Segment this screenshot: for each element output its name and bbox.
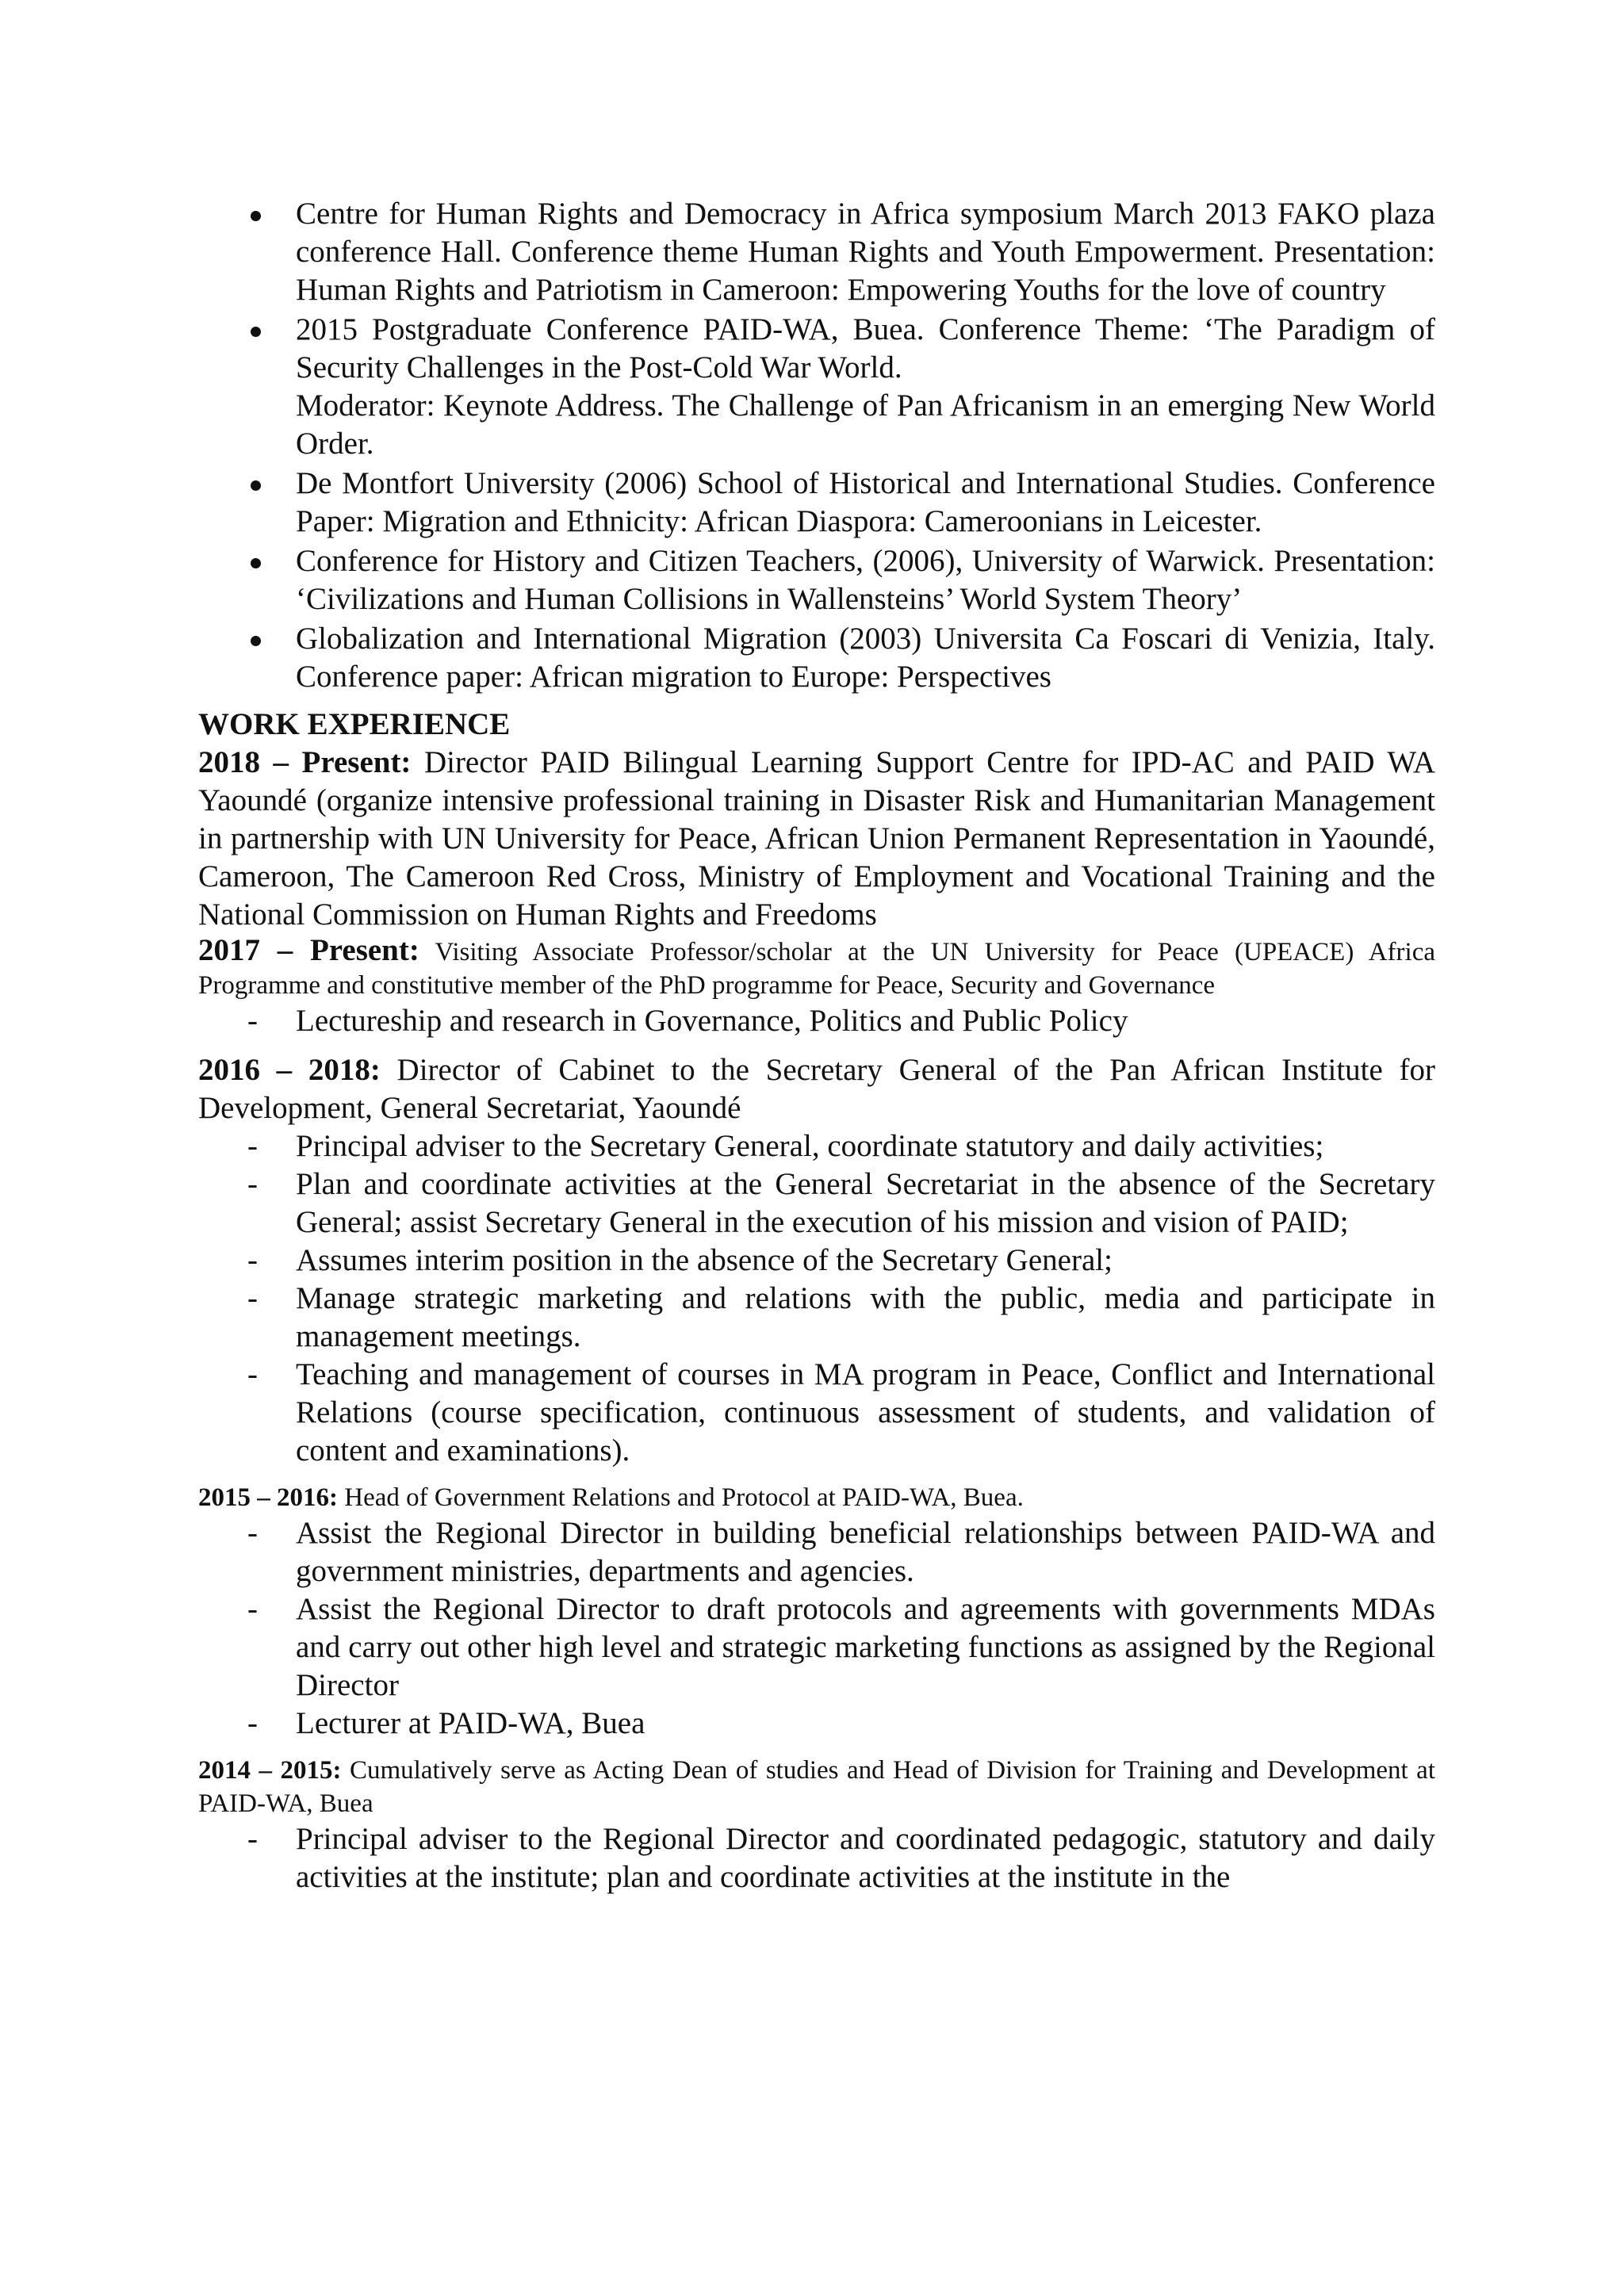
duty-list bbox=[198, 1514, 1435, 1743]
cv-page bbox=[198, 195, 1435, 1896]
job-period: 2014 – 2015: bbox=[198, 1756, 342, 1785]
conference-text: 2015 Postgraduate Conference PAID-WA, Buea. Conference Theme: ‘The Paradigm of Security Challenges in the Post-Cold War World. bbox=[296, 312, 1435, 385]
duty-list bbox=[198, 1002, 1435, 1040]
duty-list bbox=[198, 1820, 1435, 1896]
duty-text: Plan and coordinate activities at the General Secretariat in the absence of the Secretary General; assist Secretary General in the execution of his mission and vision of PAID; bbox=[296, 1167, 1435, 1239]
list-item bbox=[198, 1514, 1435, 1590]
list-item bbox=[198, 1280, 1435, 1356]
bullet-icon bbox=[251, 480, 261, 491]
list-item bbox=[198, 1127, 1435, 1165]
list-item bbox=[198, 1242, 1435, 1280]
duty-text: Lectureship and research in Governance, Politics and Public Policy bbox=[296, 1004, 1128, 1038]
bullet-icon bbox=[251, 636, 261, 646]
list-item bbox=[198, 465, 1435, 541]
work-experience-heading: WORK EXPERIENCE bbox=[198, 707, 511, 741]
duty-text: Lecturer at PAID-WA, Buea bbox=[296, 1706, 645, 1740]
job-entry bbox=[198, 1051, 1435, 1127]
bullet-icon bbox=[251, 558, 261, 568]
dash-icon: - bbox=[247, 1357, 258, 1391]
list-item bbox=[198, 311, 1435, 463]
duty-text: Assist the Regional Director to draft protocols and agreements with governments MDAs and carry out other high level and strategic marketing functions as assigned by the Regional Director bbox=[296, 1592, 1435, 1702]
conference-moderator: Moderator: Keynote Address. The Challenge of Pan Africanism in an emerging New World Order. bbox=[296, 388, 1435, 461]
conference-text: Conference for History and Citizen Teachers, (2006), University of Warwick. Presentation: ‘Civilizations and Human Collisions in Wallensteins’ World System Theory’ bbox=[296, 544, 1435, 616]
conference-text: Centre for Human Rights and Democracy in Africa symposium March 2013 FAKO plaza conference Hall. Conference theme Human Rights and Youth Empowerment. Presentation: Human Rights and Patriotism in Cameroon: Empowering Youths for the love of country bbox=[296, 197, 1435, 307]
duty-text: Assist the Regional Director in building beneficial relationships between PAID-WA and government ministries, departments and agencies. bbox=[296, 1516, 1435, 1588]
job-description: Director PAID Bilingual Learning Support Centre for IPD-AC and PAID WA Yaoundé (organize intensive professional training in Disaster Risk and Humanitarian Management in partnership with UN University for Peace, African Union Permanent Representation in Yaoundé, Cameroon, The Cameroon Red Cross, Ministry of Employment and Vocational Training and the National Commission on Human Rights and Freedoms bbox=[198, 745, 1436, 932]
job-description: Visiting Associate Professor/scholar at the UN University for Peace (UPEACE) Africa Programme and constitutive member of the PhD programme for Peace, Security and Governance bbox=[198, 938, 1435, 1000]
list-item bbox=[198, 1002, 1435, 1040]
job-period: 2018 – Present: bbox=[198, 745, 412, 779]
list-item bbox=[198, 1590, 1435, 1705]
dash-icon: - bbox=[247, 1129, 258, 1163]
dash-icon: - bbox=[247, 1822, 258, 1856]
job-period: 2017 – Present: bbox=[198, 933, 419, 967]
list-item bbox=[198, 1820, 1435, 1896]
list-item bbox=[198, 542, 1435, 618]
dash-icon: - bbox=[247, 1243, 258, 1277]
list-item bbox=[198, 620, 1435, 696]
job-entry bbox=[198, 1481, 1435, 1514]
list-item bbox=[198, 195, 1435, 309]
duty-text: Manage strategic marketing and relations with the public, media and participate in management meetings. bbox=[296, 1281, 1435, 1353]
job-description: Director of Cabinet to the Secretary General of the Pan African Institute for Development, General Secretariat, Yaoundé bbox=[198, 1053, 1435, 1125]
job-entry bbox=[198, 744, 1435, 934]
bullet-icon bbox=[251, 211, 261, 221]
bullet-icon bbox=[251, 327, 261, 337]
list-item bbox=[198, 1165, 1435, 1242]
job-period: 2016 – 2018: bbox=[198, 1053, 381, 1087]
conference-text: De Montfort University (2006) School of Historical and International Studies. Conference Paper: Migration and Ethnicity: African Diaspora: Cameroonians in Leicester. bbox=[296, 466, 1435, 538]
conference-text: Globalization and International Migration (2003) Universita Ca Foscari di Venizia, Italy. Conference paper: African migration to Europe: Perspectives bbox=[296, 622, 1435, 694]
duty-text: Principal adviser to the Secretary General, coordinate statutory and daily activities; bbox=[296, 1129, 1324, 1163]
job-entry bbox=[198, 1754, 1435, 1820]
job-entry bbox=[198, 934, 1435, 1002]
duty-text: Principal adviser to the Regional Director and coordinated pedagogic, statutory and daily activities at the institute; plan and coordinate activities at the institute in the bbox=[296, 1822, 1435, 1894]
duty-list bbox=[198, 1127, 1435, 1470]
job-description: Cumulatively serve as Acting Dean of studies and Head of Division for Training and Development at PAID-WA, Buea bbox=[198, 1756, 1435, 1818]
dash-icon: - bbox=[247, 1516, 258, 1550]
dash-icon: - bbox=[247, 1281, 258, 1315]
dash-icon: - bbox=[247, 1592, 258, 1626]
job-description: Head of Government Relations and Protocol at PAID-WA, Buea. bbox=[344, 1483, 1024, 1512]
duty-text: Teaching and management of courses in MA program in Peace, Conflict and International Relations (course specification, continuous assessment of students, and validation of content and examinations). bbox=[296, 1357, 1435, 1468]
dash-icon: - bbox=[247, 1706, 258, 1740]
list-item bbox=[198, 1356, 1435, 1470]
dash-icon: - bbox=[247, 1167, 258, 1201]
conference-list bbox=[198, 195, 1435, 696]
dash-icon: - bbox=[247, 1004, 258, 1038]
job-period: 2015 – 2016: bbox=[198, 1483, 338, 1512]
duty-text: Assumes interim position in the absence of the Secretary General; bbox=[296, 1243, 1113, 1277]
list-item bbox=[198, 1705, 1435, 1743]
